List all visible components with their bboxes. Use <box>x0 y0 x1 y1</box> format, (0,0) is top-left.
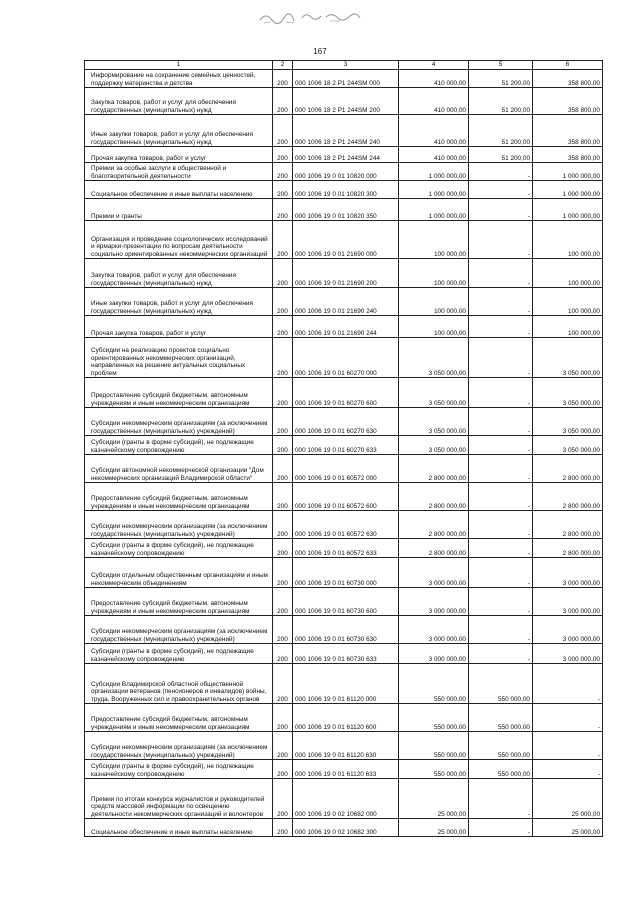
table-row <box>85 338 603 378</box>
row-amount-remaining: 3 050 000,00 <box>533 378 603 408</box>
table-row <box>85 70 603 88</box>
row-amount-remaining: 100 000,00 <box>533 221 603 259</box>
row-budget-code: 000 1006 19 0 01 61120 633 <box>293 760 399 779</box>
row-amount-remaining: 1 000 000,00 <box>533 163 603 181</box>
row-amount-remaining: 3 000 000,00 <box>533 588 603 616</box>
row-amount-executed: 550 000,00 <box>469 704 533 732</box>
row-amount-executed: - <box>469 436 533 455</box>
row-amount-plan: 550 000,00 <box>399 664 469 704</box>
row-code: 200 <box>273 644 293 664</box>
row-name <box>85 70 273 88</box>
row-name <box>85 558 273 588</box>
table-row <box>85 378 603 408</box>
row-code: 200 <box>273 511 293 539</box>
row-budget-code: 000 1006 19 0 01 60572 630 <box>293 511 399 539</box>
row-name-text: Закупка товаров, работ и услуг для обеспечения государственных (муниципальных) нужд <box>91 99 236 114</box>
row-name-text: Субсидии (гранты в форме субсидий), не подлежащие казначейскому сопровождению <box>91 542 254 557</box>
row-amount-executed: - <box>469 288 533 316</box>
row-amount-executed: - <box>469 644 533 664</box>
row-name <box>85 616 273 644</box>
row-amount-executed: - <box>469 181 533 199</box>
row-name <box>85 704 273 732</box>
row-name-text: Закупка товаров, работ и услуг для обеспечения государственных (муниципальных) нужд <box>91 272 236 287</box>
row-budget-code: 000 1006 19 0 01 21690 240 <box>293 288 399 316</box>
row-amount-plan: 410 000,00 <box>399 88 469 115</box>
row-amount-remaining: 2 800 000,00 <box>533 455 603 483</box>
row-name-text: Премии по итогам конкурса журналистов и руководителей средств массовой информации по освещению деятельности некоммерческих организаций и волонтеров <box>91 795 265 818</box>
row-code: 200 <box>273 70 293 88</box>
row-amount-remaining: 3 050 000,00 <box>533 408 603 436</box>
row-name <box>85 259 273 288</box>
table-row <box>85 616 603 644</box>
row-amount-executed: 51 200,00 <box>469 115 533 147</box>
row-name-text: Субсидии отдельным общественным организациям и иным некоммерческим объединениям <box>91 572 268 587</box>
row-budget-code: 000 1006 18 2 P1 244SM 200 <box>293 88 399 115</box>
row-amount-plan: 3 050 000,00 <box>399 338 469 378</box>
row-amount-remaining: 358 800,00 <box>533 70 603 88</box>
row-amount-plan: 550 000,00 <box>399 704 469 732</box>
row-amount-remaining: 2 800 000,00 <box>533 539 603 558</box>
row-amount-executed: 51 200,00 <box>469 88 533 115</box>
row-name <box>85 199 273 221</box>
row-budget-code: 000 1006 19 0 01 10820 000 <box>293 163 399 181</box>
row-name <box>85 436 273 455</box>
row-amount-remaining: 1 000 000,00 <box>533 181 603 199</box>
row-name <box>85 221 273 259</box>
row-name <box>85 779 273 819</box>
row-name <box>85 408 273 436</box>
row-amount-remaining: 358 800,00 <box>533 88 603 115</box>
row-amount-executed: - <box>469 378 533 408</box>
row-amount-executed: - <box>469 511 533 539</box>
row-code: 200 <box>273 779 293 819</box>
row-budget-code: 000 1006 19 0 01 21690 244 <box>293 316 399 338</box>
row-name-text: Субсидии (гранты в форме субсидий), не подлежащие казначейскому сопровождению <box>91 439 254 454</box>
row-amount-remaining: 3 050 000,00 <box>533 436 603 455</box>
row-amount-plan: 3 000 000,00 <box>399 588 469 616</box>
row-name <box>85 511 273 539</box>
row-code: 200 <box>273 147 293 163</box>
row-code: 200 <box>273 163 293 181</box>
table-row <box>85 558 603 588</box>
row-name <box>85 88 273 115</box>
row-name-text: Прочая закупка товаров, работ и услуг <box>91 154 207 162</box>
row-amount-remaining: 358 800,00 <box>533 115 603 147</box>
row-amount-plan: 550 000,00 <box>399 760 469 779</box>
row-name-text: Социальное обеспечение и иные выплаты населению <box>91 190 253 198</box>
row-code: 200 <box>273 455 293 483</box>
row-name-text: Иные закупки товаров, работ и услуг для обеспечения государственных (муниципальных) нужд <box>91 131 253 146</box>
row-name-text: Субсидии на реализацию проектов социально ориентированных некоммерческих организаций, направленных на решение актуальных социальных проблем <box>91 347 246 377</box>
row-name <box>85 539 273 558</box>
row-amount-executed: - <box>469 558 533 588</box>
table-row <box>85 147 603 163</box>
table-row <box>85 436 603 455</box>
row-amount-plan: 2 800 000,00 <box>399 455 469 483</box>
row-budget-code: 000 1006 19 0 01 60730 000 <box>293 558 399 588</box>
row-budget-code: 000 1006 19 0 01 10820 300 <box>293 181 399 199</box>
row-budget-code: 000 1006 19 0 01 21690 000 <box>293 221 399 259</box>
table-row <box>85 732 603 760</box>
row-name-text: Социальное обеспечение и иные выплаты населению <box>91 828 253 836</box>
row-amount-plan: 2 800 000,00 <box>399 483 469 511</box>
row-budget-code: 000 1006 19 0 01 60270 000 <box>293 338 399 378</box>
row-name-text: Информирование на сохранение семейных ценностей, поддержку материнства и детства <box>91 72 256 87</box>
row-code: 200 <box>273 539 293 558</box>
row-budget-code: 000 1006 19 0 01 60730 633 <box>293 644 399 664</box>
row-amount-remaining: - <box>533 732 603 760</box>
column-header: 4 <box>399 61 469 70</box>
row-code: 200 <box>273 221 293 259</box>
row-amount-plan: 1 000 000,00 <box>399 163 469 181</box>
row-name-text: Организация и проведение социологических исследований и ярмарки-презентации по вопросам деятельности социально ориентированных некоммерческих организаций <box>91 235 268 258</box>
column-header: 2 <box>273 61 293 70</box>
row-amount-remaining: - <box>533 760 603 779</box>
row-amount-remaining: 25 000,00 <box>533 779 603 819</box>
column-header: 5 <box>469 61 533 70</box>
row-budget-code: 000 1006 19 0 01 60270 600 <box>293 378 399 408</box>
table-row <box>85 455 603 483</box>
row-budget-code: 000 1006 19 0 01 60572 633 <box>293 539 399 558</box>
row-name <box>85 483 273 511</box>
row-amount-plan: 410 000,00 <box>399 70 469 88</box>
row-name-text: Субсидии некоммерческим организациям (за исключением государственных (муниципальных) учреждений) <box>91 420 268 435</box>
row-name <box>85 181 273 199</box>
row-code: 200 <box>273 664 293 704</box>
row-amount-plan: 3 000 000,00 <box>399 616 469 644</box>
row-amount-executed: 550 000,00 <box>469 732 533 760</box>
table-row <box>85 181 603 199</box>
row-amount-plan: 3 000 000,00 <box>399 644 469 664</box>
row-amount-plan: 410 000,00 <box>399 147 469 163</box>
row-name <box>85 147 273 163</box>
row-amount-plan: 25 000,00 <box>399 819 469 837</box>
row-budget-code: 000 1006 18 2 P1 244SM 244 <box>293 147 399 163</box>
column-header: 3 <box>293 61 399 70</box>
row-name-text: Субсидии автономной некоммерческой организации "Дом некоммерческих организаций Владимирской области" <box>91 467 264 482</box>
row-amount-remaining: - <box>533 704 603 732</box>
row-amount-remaining: 3 000 000,00 <box>533 644 603 664</box>
row-budget-code: 000 1006 19 0 01 21690 200 <box>293 259 399 288</box>
row-name <box>85 288 273 316</box>
row-code: 200 <box>273 436 293 455</box>
row-amount-plan: 100 000,00 <box>399 288 469 316</box>
row-amount-remaining: 100 000,00 <box>533 316 603 338</box>
row-code: 200 <box>273 259 293 288</box>
table-row <box>85 199 603 221</box>
row-amount-plan: 2 800 000,00 <box>399 511 469 539</box>
row-name-text: Субсидии (гранты в форме субсидий), не подлежащие казначейскому сопровождению <box>91 648 254 663</box>
row-name <box>85 819 273 837</box>
row-amount-executed: - <box>469 163 533 181</box>
table-row <box>85 163 603 181</box>
table-row <box>85 664 603 704</box>
row-name-text: Субсидии некоммерческим организациям (за исключением государственных (муниципальных) учреждений) <box>91 744 268 759</box>
row-amount-remaining: 100 000,00 <box>533 259 603 288</box>
row-budget-code: 000 1006 18 2 P1 244SM 000 <box>293 70 399 88</box>
row-budget-code: 000 1006 19 0 01 60730 600 <box>293 588 399 616</box>
row-amount-remaining: - <box>533 664 603 704</box>
row-name-text: Премии за особые заслуги в общественной и благотворительной деятельности <box>91 165 227 180</box>
budget-table <box>84 60 603 837</box>
row-name-text: Субсидии некоммерческим организациям (за исключением государственных (муниципальных) учреждений) <box>91 628 268 643</box>
row-amount-remaining: 3 000 000,00 <box>533 558 603 588</box>
row-code: 200 <box>273 408 293 436</box>
row-name <box>85 732 273 760</box>
row-code: 200 <box>273 616 293 644</box>
table-row <box>85 483 603 511</box>
row-amount-plan: 3 050 000,00 <box>399 436 469 455</box>
row-amount-plan: 550 000,00 <box>399 732 469 760</box>
row-name-text: Предоставление субсидий бюджетным, автономным учреждениям и иным некоммерческим организациям <box>91 600 250 615</box>
column-header: 6 <box>533 61 603 70</box>
row-amount-remaining: 1 000 000,00 <box>533 199 603 221</box>
row-name-text: Субсидии некоммерческим организациям (за исключением государственных (муниципальных) учреждений) <box>91 523 268 538</box>
row-amount-executed: - <box>469 483 533 511</box>
table-row <box>85 819 603 837</box>
row-amount-executed: - <box>469 259 533 288</box>
row-code: 200 <box>273 88 293 115</box>
row-budget-code: 000 1006 19 0 01 60270 630 <box>293 408 399 436</box>
row-budget-code: 000 1006 18 2 P1 244SM 240 <box>293 115 399 147</box>
row-amount-plan: 3 000 000,00 <box>399 558 469 588</box>
table-row <box>85 760 603 779</box>
ink-stamp-mark <box>256 8 376 28</box>
row-code: 200 <box>273 483 293 511</box>
row-budget-code: 000 1006 19 0 01 60572 600 <box>293 483 399 511</box>
row-code: 200 <box>273 558 293 588</box>
page-number: 167 <box>313 47 327 56</box>
row-code: 200 <box>273 819 293 837</box>
row-budget-code: 000 1006 19 0 02 10682 300 <box>293 819 399 837</box>
row-name <box>85 115 273 147</box>
row-name <box>85 455 273 483</box>
row-amount-executed: - <box>469 199 533 221</box>
row-budget-code: 000 1006 19 0 01 61120 000 <box>293 664 399 704</box>
row-name-text: Предоставление субсидий бюджетным, автономным учреждениям и иным некоммерческим организациям <box>91 392 250 407</box>
row-code: 200 <box>273 316 293 338</box>
row-name-text: Субсидии Владимирской областной общественной организации ветеранов (пенсионеров и инвалидов) войны, труда, Вооруженных сил и правоохранительных органов <box>91 680 267 703</box>
row-amount-remaining: 2 800 000,00 <box>533 483 603 511</box>
row-name <box>85 316 273 338</box>
table-row <box>85 88 603 115</box>
row-amount-executed: 550 000,00 <box>469 760 533 779</box>
row-amount-executed: - <box>469 588 533 616</box>
row-amount-plan: 2 800 000,00 <box>399 539 469 558</box>
row-amount-remaining: 25 000,00 <box>533 819 603 837</box>
row-budget-code: 000 1006 19 0 01 60572 000 <box>293 455 399 483</box>
row-name <box>85 644 273 664</box>
row-amount-plan: 1 000 000,00 <box>399 199 469 221</box>
row-code: 200 <box>273 338 293 378</box>
row-name-text: Прочая закупка товаров, работ и услуг <box>91 329 207 337</box>
column-header: 1 <box>85 61 273 70</box>
row-name-text: Предоставление субсидий бюджетным, автономным учреждениям и иным некоммерческим организациям <box>91 716 250 731</box>
row-amount-executed: 550 000,00 <box>469 664 533 704</box>
row-budget-code: 000 1006 19 0 01 10820 350 <box>293 199 399 221</box>
table-row <box>85 259 603 288</box>
row-name <box>85 588 273 616</box>
row-name <box>85 664 273 704</box>
row-name-text: Премии и гранты <box>91 212 142 220</box>
row-amount-remaining: 3 000 000,00 <box>533 616 603 644</box>
row-amount-executed: - <box>469 779 533 819</box>
row-budget-code: 000 1006 19 0 02 10682 000 <box>293 779 399 819</box>
row-amount-plan: 3 050 000,00 <box>399 408 469 436</box>
row-budget-code: 000 1006 19 0 01 60730 630 <box>293 616 399 644</box>
row-amount-plan: 100 000,00 <box>399 221 469 259</box>
row-code: 200 <box>273 760 293 779</box>
row-amount-plan: 100 000,00 <box>399 259 469 288</box>
table-row <box>85 511 603 539</box>
row-amount-executed: - <box>469 819 533 837</box>
table-row <box>85 588 603 616</box>
header-row <box>85 61 603 70</box>
row-amount-executed: - <box>469 408 533 436</box>
row-name <box>85 760 273 779</box>
row-name <box>85 338 273 378</box>
row-amount-plan: 100 000,00 <box>399 316 469 338</box>
row-name <box>85 378 273 408</box>
table-row <box>85 408 603 436</box>
row-budget-code: 000 1006 19 0 01 61120 630 <box>293 732 399 760</box>
row-amount-plan: 3 050 000,00 <box>399 378 469 408</box>
row-amount-executed: - <box>469 221 533 259</box>
row-name-text: Иные закупки товаров, работ и услуг для обеспечения государственных (муниципальных) нужд <box>91 300 253 315</box>
row-name <box>85 163 273 181</box>
table-row <box>85 779 603 819</box>
table-row <box>85 288 603 316</box>
row-amount-plan: 410 000,00 <box>399 115 469 147</box>
row-amount-executed: - <box>469 316 533 338</box>
row-amount-remaining: 100 000,00 <box>533 288 603 316</box>
row-amount-executed: - <box>469 539 533 558</box>
row-code: 200 <box>273 199 293 221</box>
row-amount-plan: 1 000 000,00 <box>399 181 469 199</box>
table-row <box>85 221 603 259</box>
row-amount-remaining: 358 800,00 <box>533 147 603 163</box>
row-code: 200 <box>273 588 293 616</box>
row-budget-code: 000 1006 19 0 01 60270 633 <box>293 436 399 455</box>
row-amount-remaining: 3 050 000,00 <box>533 338 603 378</box>
row-code: 200 <box>273 181 293 199</box>
row-code: 200 <box>273 704 293 732</box>
row-name-text: Предоставление субсидий бюджетным, автономным учреждениям и иным некоммерческим организациям <box>91 495 250 510</box>
table-row <box>85 115 603 147</box>
row-amount-executed: 51 200,00 <box>469 70 533 88</box>
row-code: 200 <box>273 378 293 408</box>
row-code: 200 <box>273 115 293 147</box>
table-row <box>85 539 603 558</box>
row-amount-executed: 51 200,00 <box>469 147 533 163</box>
row-code: 200 <box>273 288 293 316</box>
table-row <box>85 316 603 338</box>
row-amount-executed: - <box>469 616 533 644</box>
row-amount-executed: - <box>469 455 533 483</box>
row-name-text: Субсидии (гранты в форме субсидий), не подлежащие казначейскому сопровождению <box>91 763 254 778</box>
row-budget-code: 000 1006 19 0 01 61120 600 <box>293 704 399 732</box>
table-row <box>85 644 603 664</box>
table-row <box>85 704 603 732</box>
row-code: 200 <box>273 732 293 760</box>
row-amount-executed: - <box>469 338 533 378</box>
row-amount-remaining: 2 800 000,00 <box>533 511 603 539</box>
row-amount-plan: 25 000,00 <box>399 779 469 819</box>
